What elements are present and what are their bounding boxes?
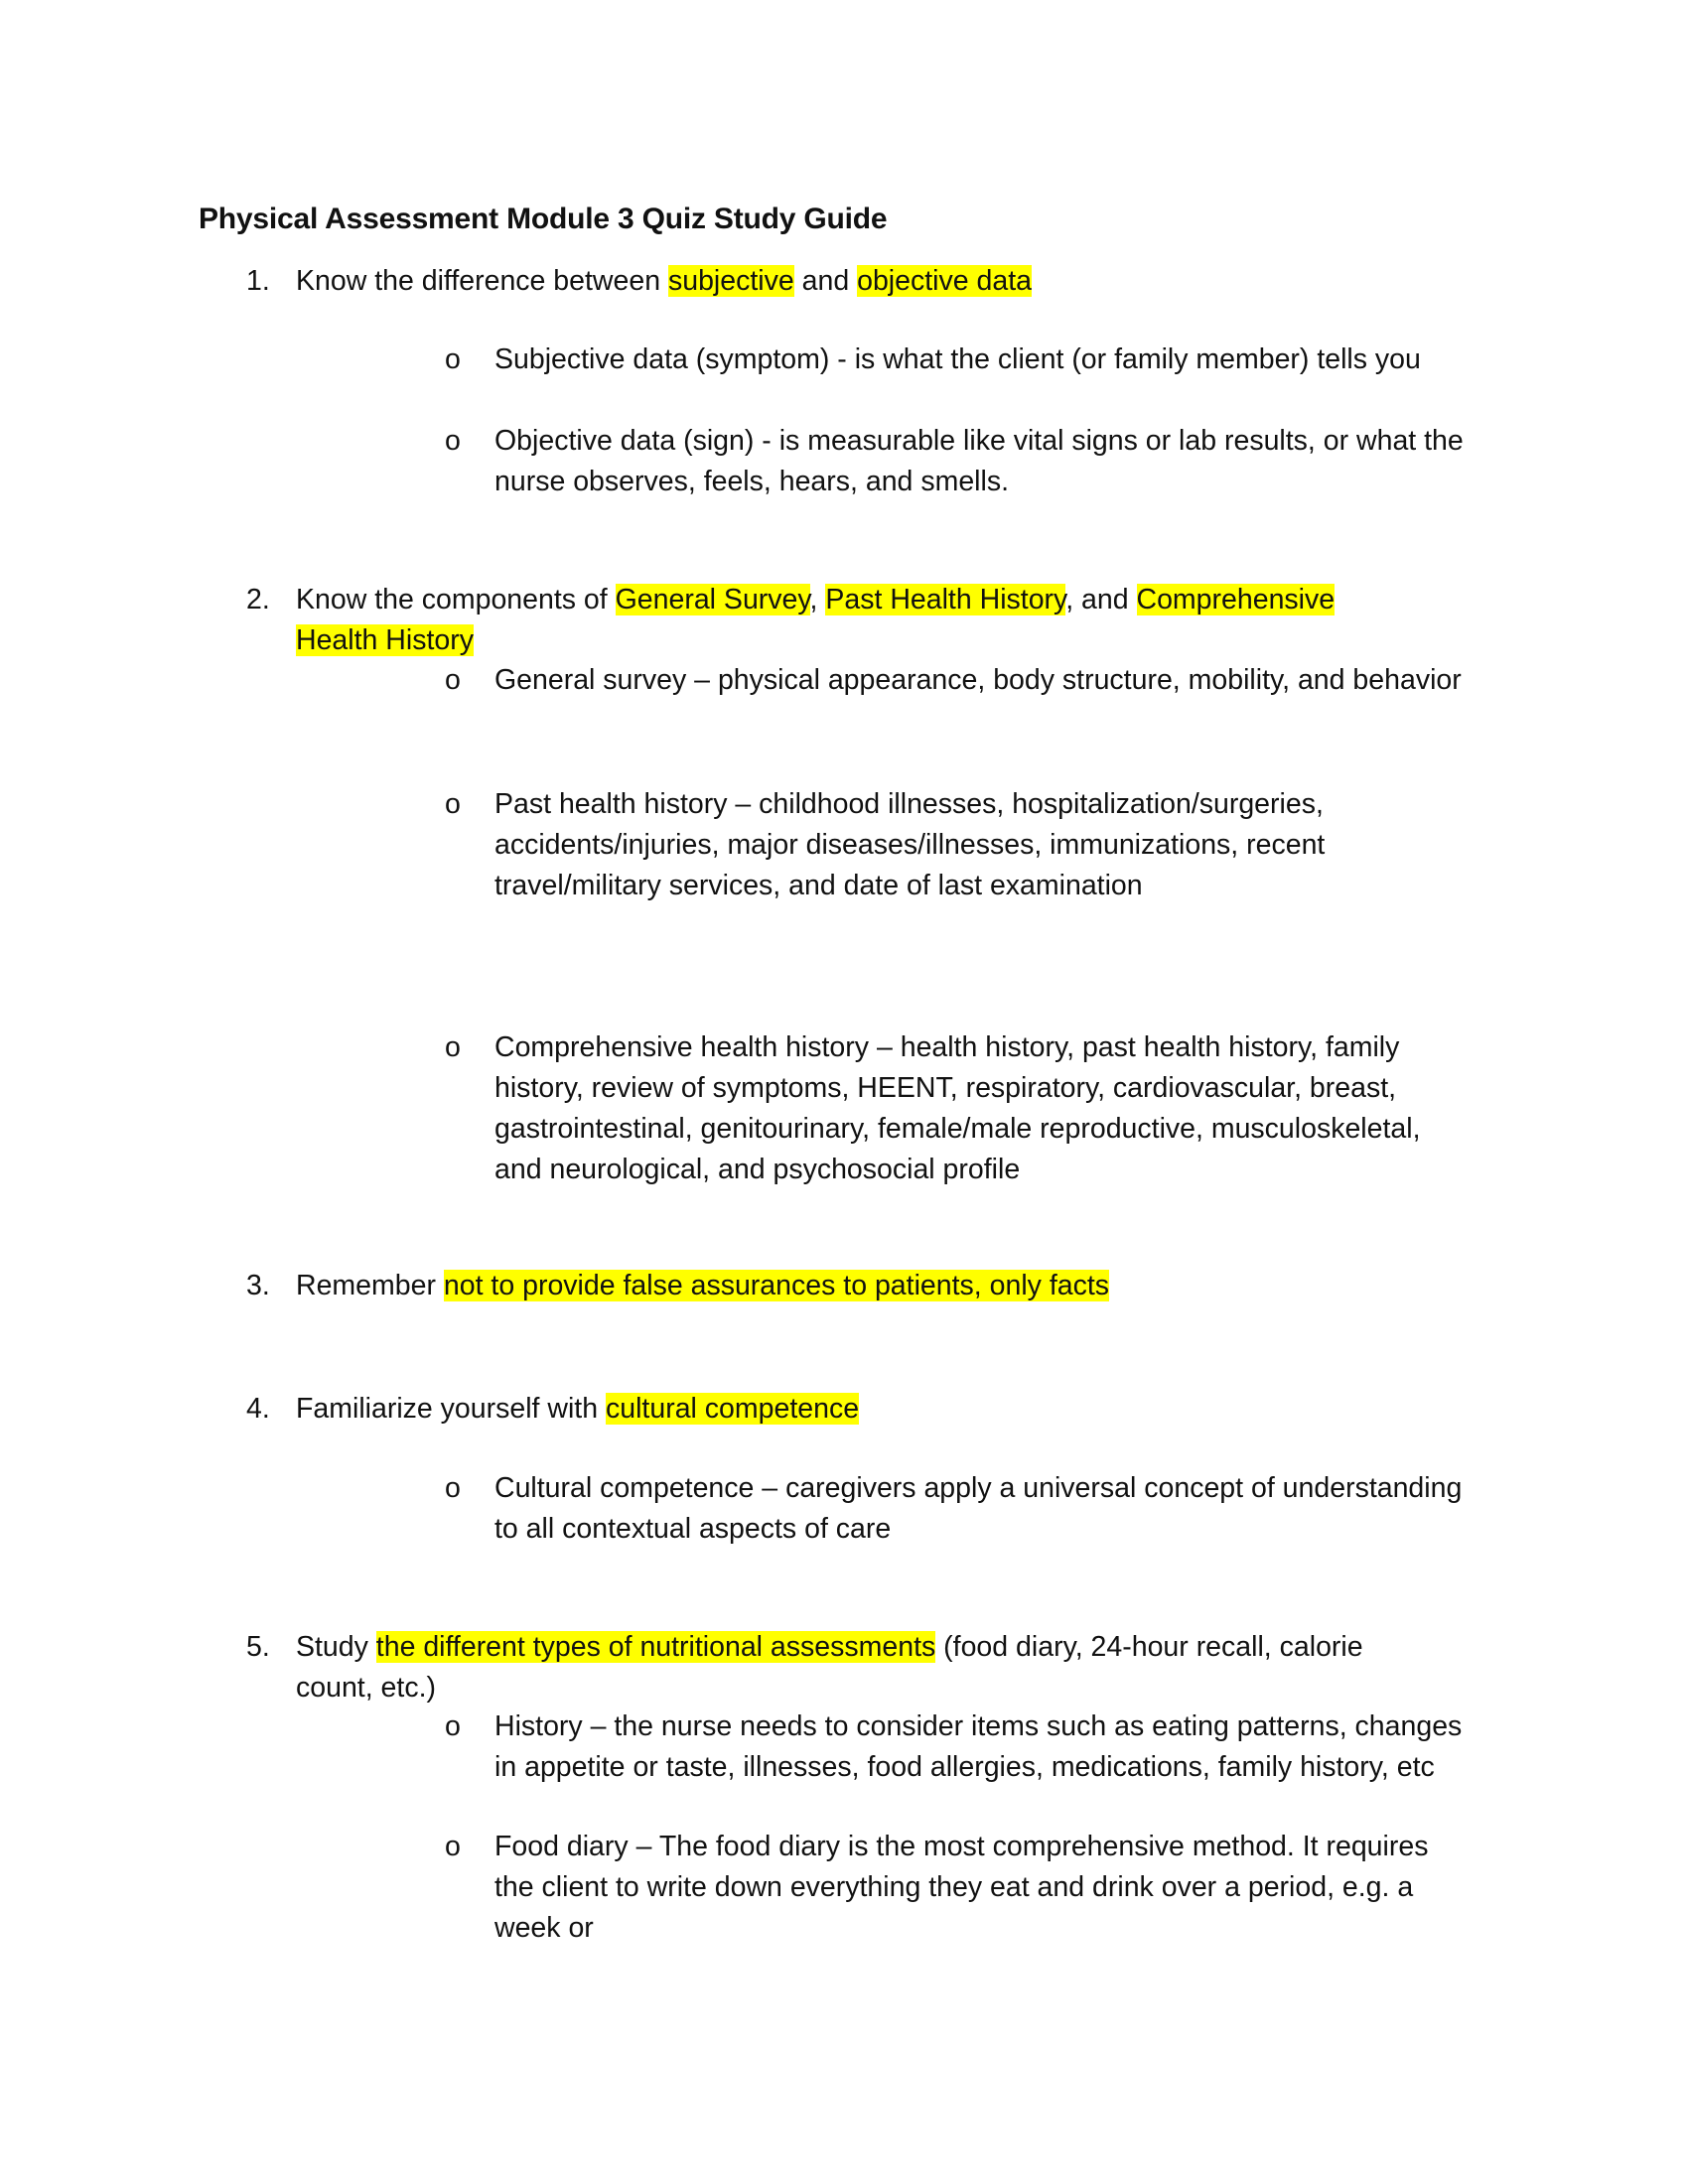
highlighted-text: cultural competence: [606, 1393, 860, 1425]
item-text: ,: [809, 584, 826, 615]
bullet-text: Past health history – childhood illnesses, hospitalization/surgeries, accidents/injuries, major diseases/illnesses, immunizations, recent travel/military services, and date of last examination: [494, 788, 1326, 901]
highlighted-text: General Survey: [615, 584, 810, 615]
bullet-icon: o: [445, 664, 461, 696]
bullet-text: Food diary – The food diary is the most comprehensive method. It requires the client to write down everything they eat and drink over a period, e.g. a week or: [494, 1831, 1429, 1944]
item-text: Remember: [296, 1270, 444, 1301]
highlighted-text: Comprehensive Health History: [296, 584, 1336, 656]
item-text: Familiarize yourself with: [296, 1393, 606, 1425]
bullet-icon: o: [445, 343, 461, 375]
item-number: 3.: [246, 1270, 270, 1301]
item-number: 1.: [246, 265, 270, 297]
item-text: Know the difference between: [296, 265, 668, 297]
item-text: Know the components of: [296, 584, 616, 615]
bullet-text: Cultural competence – caregivers apply a universal concept of understanding to all contextual aspects of care: [494, 1472, 1463, 1545]
highlighted-text: the different types of nutritional assessments: [375, 1631, 936, 1663]
highlighted-text: objective data: [857, 265, 1032, 297]
item-text: Study: [296, 1631, 376, 1663]
highlighted-text: subjective: [667, 265, 794, 297]
bullet-icon: o: [445, 788, 461, 820]
bullet-text: Comprehensive health history – health history, past health history, family history, review of symptoms, HEENT, respiratory, cardiovascular, breast, gastrointestinal, genitourinary, female/male reproductive, musculoskeletal, and neurological, and psychosocial profile: [494, 1031, 1421, 1185]
bullet-icon: o: [445, 425, 461, 457]
list-item-text: [296, 1627, 1438, 1708]
item-number: 2.: [246, 584, 270, 615]
bullet-text: Subjective data (symptom) - is what the client (or family member) tells you: [494, 343, 1421, 375]
bullet-text: History – the nurse needs to consider items such as eating patterns, changes in appetite or taste, illnesses, food allergies, medications, family history, etc: [494, 1710, 1463, 1783]
item-number: 5.: [246, 1631, 270, 1663]
list-item-text: [296, 261, 1468, 302]
bullet-text: Objective data (sign) - is measurable like vital signs or lab results, or what the nurse observes, feels, hears, and smells.: [494, 425, 1464, 497]
bullet-icon: o: [445, 1472, 461, 1504]
bullet-icon: o: [445, 1831, 461, 1862]
bullet-text: General survey – physical appearance, body structure, mobility, and behavior: [494, 664, 1462, 696]
highlighted-text: not to provide false assurances to patients, only facts: [443, 1270, 1110, 1301]
highlighted-text: Past Health History: [825, 584, 1066, 615]
item-text: (food diary, 24-hour recall, calorie count, etc.): [296, 1631, 1363, 1704]
bullet-icon: o: [445, 1710, 461, 1742]
item-text: , and: [1065, 584, 1137, 615]
page-title: Physical Assessment Module 3 Quiz Study Guide: [199, 203, 888, 235]
bullet-icon: o: [445, 1031, 461, 1063]
list-item-text: [296, 580, 1408, 661]
item-number: 4.: [246, 1393, 270, 1425]
list-item-text: [296, 1389, 1468, 1430]
list-item-text: [296, 1266, 1468, 1306]
item-text: and: [793, 265, 858, 297]
